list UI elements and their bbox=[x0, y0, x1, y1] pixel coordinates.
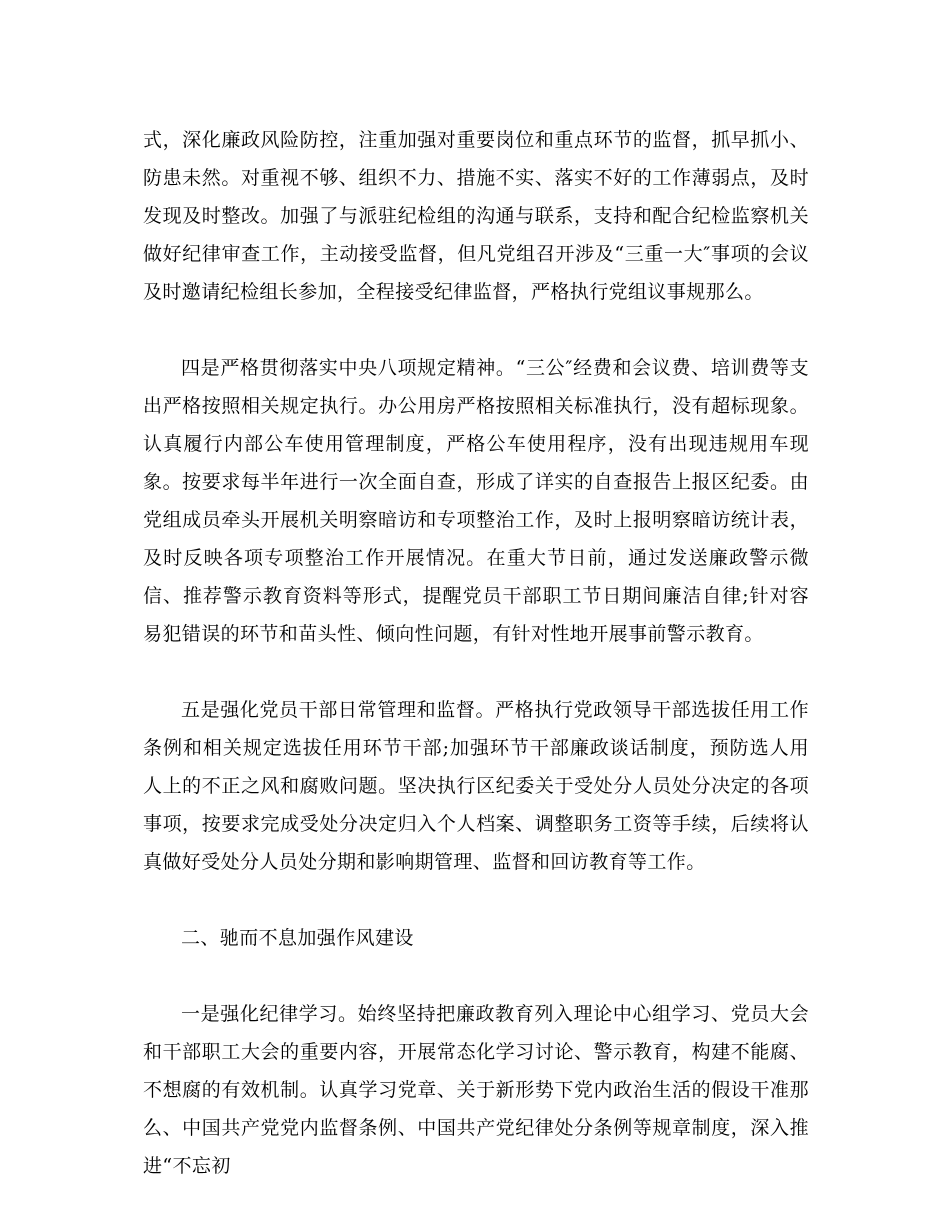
paragraph-cadre-supervision: 五是强化党员干部日常管理和监督。严格执行党政领导干部选拔任用工作条例和相关规定选拔任用环节干部;加强环节干部廉政谈话制度，预防选人用人上的不正之风和腐败问题。坚决执行区纪委关于受处分人员处分决定的各项事项，按要求完成受处分决定归入个人档案、调整职务工资等手续，后续将认真做好受处分人员处分期和影响期管理、监督和回访教育等工作。 bbox=[143, 699, 809, 873]
paragraph-discipline-study: 一是强化纪律学习。始终坚持把廉政教育列入理论中心组学习、党员大会和干部职工大会的重要内容，开展常态化学习讨论、警示教育，构建不能腐、不想腐的有效机制。认真学习党章、关于新形势下党内政治生活的假设干准那么、中国共产党党内监督条例、中国共产党纪律处分条例等规章制度，深入推进“不忘初 bbox=[143, 1003, 809, 1177]
paragraph-eight-rules: 四是严格贯彻落实中央八项规定精神。“三公″经费和会议费、培训费等支出严格按照相关规定执行。办公用房严格按照相关标准执行，没有超标现象。认真履行内部公车使用管理制度，严格公车使用程序，没有出现违规用车现象。按要求每半年进行一次全面自查，形成了详实的自查报告上报区纪委。由党组成员牵头开展机关明察暗访和专项整治工作，及时上报明察暗访统计表，及时反映各项专项整治工作开展情况。在重大节日前，通过发送廉政警示微信、推荐警示教育资料等形式，提醒党员干部职工节日期间廉洁自律;针对容易犯错误的环节和苗头性、倾向性问题，有针对性地开展事前警示教育。 bbox=[143, 357, 809, 645]
document-page bbox=[143, 121, 809, 1185]
paragraph-risk-control: 式，深化廉政风险防控，注重加强对重要岗位和重点环节的监督，抓早抓小、防患未然。对重视不够、组织不力、措施不实、落实不好的工作薄弱点，及时发现及时整改。加强了与派驻纪检组的沟通与联系，支持和配合纪检监察机关做好纪律审查工作，主动接受监督，但凡党组召开涉及“三重一大″事项的会议及时邀请纪检组长参加，全程接受纪律监督，严格执行党组议事规那么。 bbox=[143, 129, 809, 303]
section-heading-work-style: 二、驰而不息加强作风建设 bbox=[181, 927, 414, 949]
